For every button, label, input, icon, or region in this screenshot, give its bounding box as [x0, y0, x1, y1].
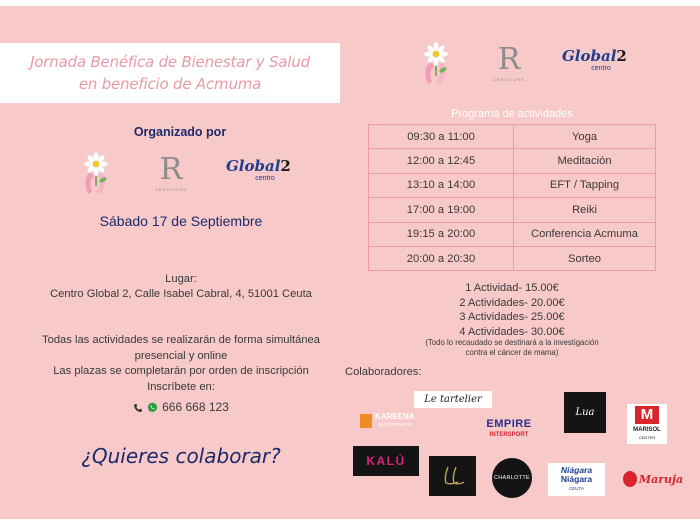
info-line-1: Todas las actividades se realizarán de forma simultánea: [42, 334, 320, 346]
program-activity: Sorteo: [514, 246, 656, 270]
info-line-2: presencial y online: [134, 349, 228, 362]
location-address: Centro Global 2, Calle Isabel Cabral, 4, 51001 Ceuta: [50, 288, 312, 300]
collaborators-label: Colaboradores:: [345, 366, 422, 378]
info-text: [0, 333, 362, 395]
collaborate-question: ¿Quieres colaborar?: [81, 444, 281, 468]
price-2: 2 Actividades- 20.00€: [459, 296, 565, 309]
top-border: [0, 0, 700, 6]
info-line-4: Inscríbete en:: [147, 380, 215, 393]
program-activity: Yoga: [514, 125, 656, 149]
flower-ribbon-icon: [76, 150, 116, 198]
program-time: 13:10 a 14:00: [369, 173, 514, 197]
bottom-border: [0, 519, 700, 525]
program-title: Programa de actividades: [451, 108, 573, 120]
kareena-logo: KAREENA ELECTRONICS: [360, 408, 428, 434]
title-line-2: en beneficio de Acmuma: [78, 75, 262, 93]
niagara-logo: Niágara Niágara CEUTA: [548, 463, 605, 496]
ll-monogram-logo: [429, 456, 476, 496]
r-creations-logo: R CREATIONS: [154, 152, 188, 192]
charlotte-logo: CHARLOTTE: [492, 458, 532, 498]
maruja-logo: Maruja: [617, 466, 689, 492]
title-line-1: Jornada Benéfica de Bienestar y Salud: [30, 53, 310, 71]
maruja-face-icon: [623, 471, 637, 487]
marisol-m-icon: M: [635, 406, 659, 424]
location: [0, 272, 362, 302]
price-1: 1 Actividad- 15.00€: [465, 282, 559, 294]
whatsapp-icon: [147, 402, 158, 413]
phone-row: [0, 400, 362, 414]
program-time: 20:00 a 20:30: [369, 246, 514, 270]
program-activity: Reiki: [514, 198, 656, 222]
program-time: 17:00 a 19:00: [369, 198, 514, 222]
centro-global-2-logo: Global2 centro: [562, 47, 627, 72]
ll-monogram-icon: [438, 463, 468, 489]
program-time: 19:15 a 20:00: [369, 222, 514, 246]
location-label: Lugar:: [165, 273, 197, 285]
price-4: 4 Actividades- 30.00€: [459, 325, 565, 338]
program-time: 12:00 a 12:45: [369, 149, 514, 173]
title-box: [0, 43, 340, 103]
program-table: [368, 124, 656, 271]
flower-ribbon-icon: [416, 40, 456, 88]
program-activity: Conferencia Acmuma: [514, 222, 656, 246]
program-time: 09:30 a 11:00: [369, 125, 514, 149]
event-date: Sábado 17 de Septiembre: [99, 213, 263, 229]
program-row: [369, 125, 656, 149]
lua-logo: Lua: [564, 392, 606, 433]
empire-intersport-logo: EMPIRE INTERSPORT: [486, 418, 532, 438]
program-row: [369, 149, 656, 173]
prices-note: (Todo lo recaudado se destinará a la investigación contra el cáncer de mama): [425, 338, 599, 357]
centro-global-2-logo: Global2 centro: [226, 157, 291, 182]
program-row: [369, 246, 656, 270]
prices: [368, 281, 656, 339]
phone-icon: [133, 402, 143, 412]
header-logos: [416, 40, 632, 88]
program-row: [369, 173, 656, 197]
marisol-center-logo: M MARISOL CENTER: [627, 404, 667, 444]
phone-number[interactable]: 666 668 123: [162, 400, 229, 414]
kareena-icon: [360, 414, 372, 428]
program-activity: Meditación: [514, 149, 656, 173]
organizer-logos: [76, 150, 296, 198]
price-3: 3 Actividades- 25.00€: [459, 311, 565, 323]
program-row: [369, 198, 656, 222]
info-line-3: Las plazas se completarán por orden de inscripción: [53, 365, 309, 377]
le-tartelier-logo: Le tartelier: [414, 391, 492, 408]
r-creations-logo: R CREATIONS: [492, 42, 526, 82]
program-row: [369, 222, 656, 246]
kalu-logo: KALÚ: [353, 446, 419, 476]
organized-by-label: Organizado por: [133, 125, 227, 139]
program-activity: EFT / Tapping: [514, 173, 656, 197]
